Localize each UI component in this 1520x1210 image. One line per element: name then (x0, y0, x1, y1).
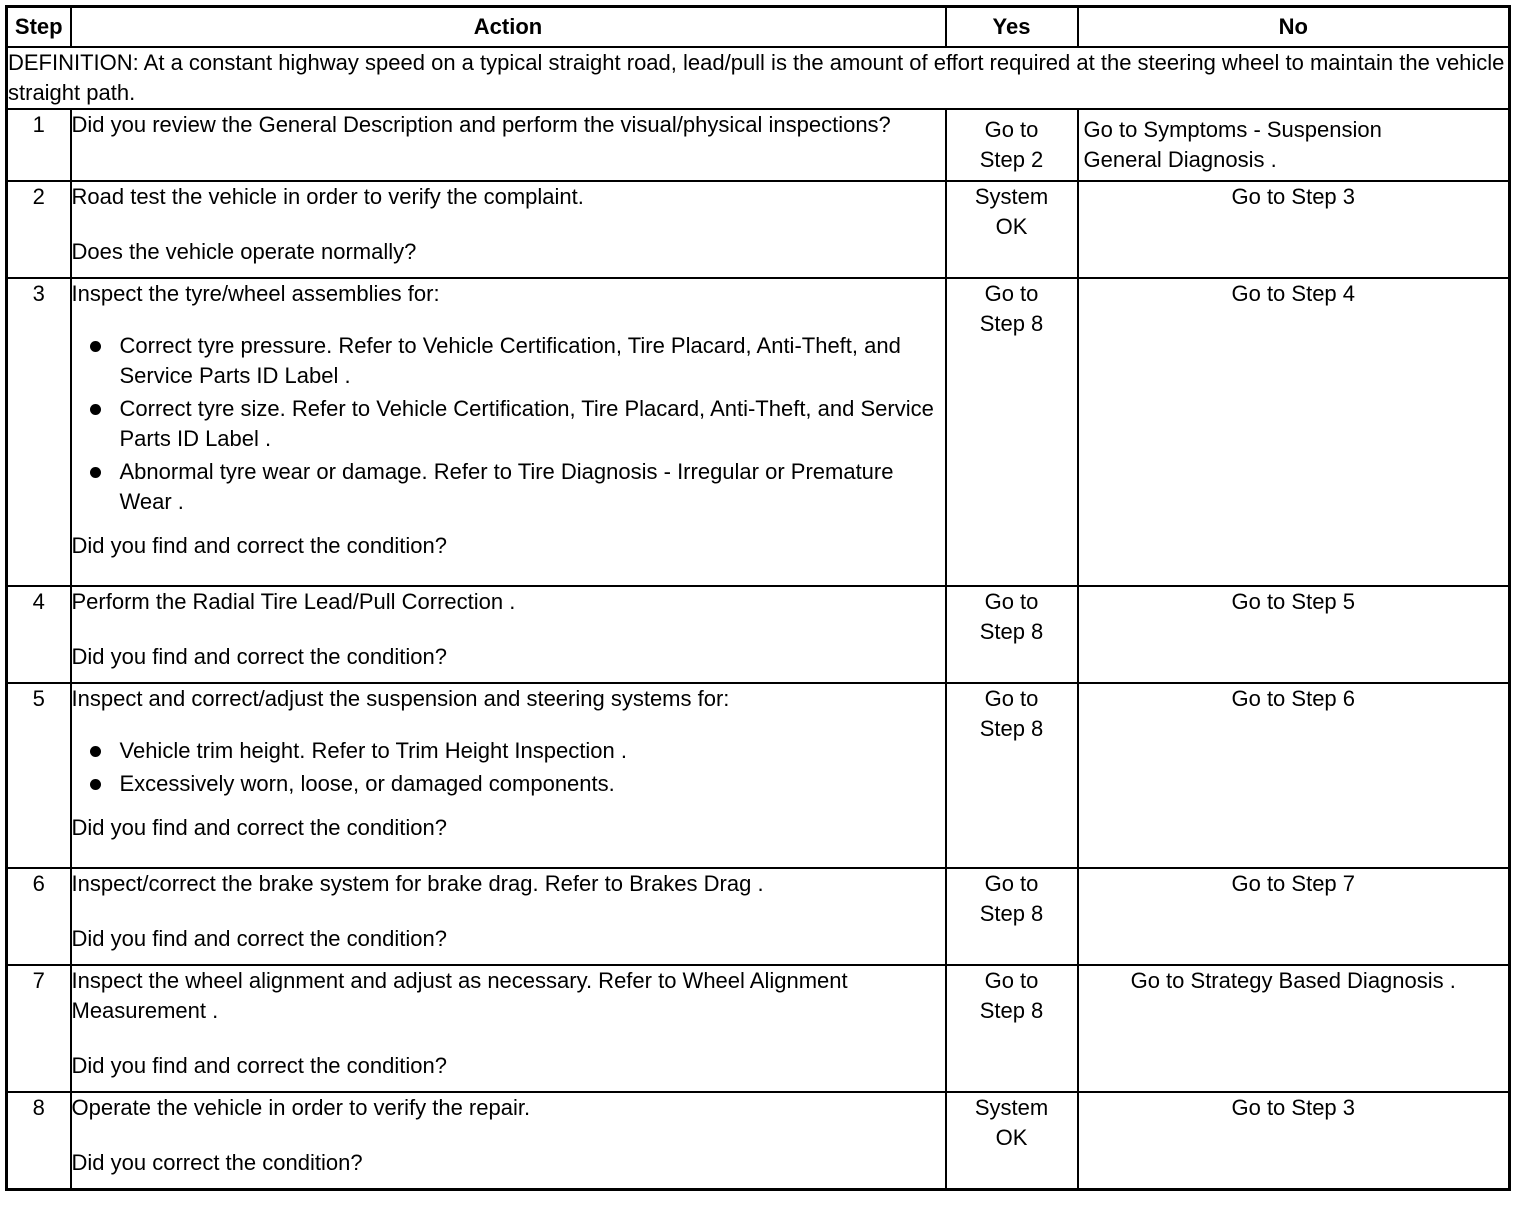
yes-line: Step 8 (979, 716, 1044, 741)
list-item (72, 331, 945, 391)
header-action: Action (71, 7, 946, 48)
yes-cell (946, 586, 1078, 683)
action-question: Did you find and correct the condition? (71, 815, 447, 840)
step-number: 1 (7, 109, 71, 181)
definition-row (7, 47, 1510, 109)
step-number: 8 (7, 1092, 71, 1189)
yes-cell (946, 965, 1078, 1092)
table-row (7, 1092, 1510, 1189)
yes-line: OK (995, 1125, 1028, 1150)
yes-line: Go to (984, 281, 1039, 306)
list-item (72, 394, 945, 454)
action-text: Perform the Radial Tire Lead/Pull Correction . (71, 589, 516, 614)
bullet-text: Abnormal tyre wear or damage. Refer to Tire Diagnosis - Irregular or Premature Wear . (119, 459, 894, 514)
table-row (7, 586, 1510, 683)
no-cell (1078, 683, 1510, 868)
action-question: Did you find and correct the condition? (71, 533, 447, 558)
action-cell (71, 965, 946, 1092)
step-number: 5 (7, 683, 71, 868)
yes-line: OK (995, 214, 1028, 239)
list-item (72, 457, 945, 517)
action-question: Did you find and correct the condition? (71, 644, 447, 669)
action-cell (71, 1092, 946, 1189)
bullet-text: Correct tyre size. Refer to Vehicle Certification, Tire Placard, Anti-Theft, and Service Parts ID Label . (119, 396, 934, 451)
no-cell (1078, 1092, 1510, 1189)
header-row (7, 7, 1510, 48)
yes-line: Go to (984, 686, 1039, 711)
bullet-list (72, 736, 945, 799)
no-cell (1078, 586, 1510, 683)
yes-line: Step 8 (979, 619, 1044, 644)
step-number: 2 (7, 181, 71, 278)
action-text: Inspect the wheel alignment and adjust as necessary. Refer to Wheel Alignment Measurement . (71, 968, 848, 1023)
table-row (7, 181, 1510, 278)
yes-cell (946, 868, 1078, 965)
header-step: Step (7, 7, 71, 48)
list-item (72, 736, 945, 766)
bullet-icon (90, 467, 101, 478)
yes-line: System (974, 1095, 1049, 1120)
action-question: Did you find and correct the condition? (71, 926, 447, 951)
action-question: Did you correct the condition? (71, 1150, 363, 1175)
yes-line: Step 8 (979, 998, 1044, 1023)
action-question: Does the vehicle operate normally? (71, 239, 417, 264)
action-text: Inspect and correct/adjust the suspension and steering systems for: (71, 686, 730, 711)
table-row (7, 109, 1510, 181)
yes-line: Step 8 (979, 901, 1044, 926)
no-line: Go to Step 5 (1231, 589, 1356, 614)
action-cell (71, 109, 946, 181)
no-line: Go to Step 3 (1231, 1095, 1356, 1120)
action-text: Did you review the General Description and perform the visual/physical inspections? (71, 112, 891, 137)
action-text: Road test the vehicle in order to verify the complaint. (71, 184, 584, 209)
no-cell (1078, 278, 1510, 586)
bullet-text: Correct tyre pressure. Refer to Vehicle Certification, Tire Placard, Anti-Theft, and Service Parts ID Label . (119, 333, 901, 388)
bullet-list (72, 331, 945, 517)
no-line: General Diagnosis . (1083, 147, 1277, 172)
step-number: 6 (7, 868, 71, 965)
yes-cell (946, 181, 1078, 278)
header-no: No (1078, 7, 1510, 48)
action-question: Did you find and correct the condition? (71, 1053, 447, 1078)
no-line: Go to Step 6 (1231, 686, 1356, 711)
no-line: Go to Step 3 (1231, 184, 1356, 209)
step-number: 4 (7, 586, 71, 683)
bullet-icon (90, 746, 101, 757)
bullet-icon (90, 779, 101, 790)
bullet-icon (90, 341, 101, 352)
yes-line: Go to (984, 117, 1039, 142)
action-text: Inspect the tyre/wheel assemblies for: (71, 281, 440, 306)
yes-line: Step 2 (979, 147, 1044, 172)
action-cell (71, 278, 946, 586)
no-line: Go to Step 7 (1231, 871, 1356, 896)
definition-text: DEFINITION: At a constant highway speed on a typical straight road, lead/pull is the amount of effort required at the steering wheel to maintain the vehicle straight path. (7, 47, 1510, 109)
no-line: Go to Symptoms - Suspension (1083, 117, 1382, 142)
bullet-icon (90, 404, 101, 415)
yes-cell (946, 683, 1078, 868)
list-item (72, 769, 945, 799)
yes-line: Go to (984, 871, 1039, 896)
header-yes: Yes (946, 7, 1078, 48)
yes-cell (946, 278, 1078, 586)
action-text: Inspect/correct the brake system for brake drag. Refer to Brakes Drag . (71, 871, 764, 896)
bullet-text: Vehicle trim height. Refer to Trim Height Inspection . (119, 738, 627, 763)
action-cell (71, 868, 946, 965)
no-cell (1078, 868, 1510, 965)
bullet-text: Excessively worn, loose, or damaged components. (119, 771, 615, 796)
yes-cell (946, 109, 1078, 181)
action-cell (71, 683, 946, 868)
diagnostic-table (5, 5, 1511, 1191)
table-row (7, 868, 1510, 965)
action-cell (71, 586, 946, 683)
yes-line: Go to (984, 589, 1039, 614)
table-row (7, 965, 1510, 1092)
action-cell (71, 181, 946, 278)
step-number: 7 (7, 965, 71, 1092)
yes-line: Step 8 (979, 311, 1044, 336)
no-cell (1078, 965, 1510, 1092)
no-cell (1078, 181, 1510, 278)
yes-line: System (974, 184, 1049, 209)
yes-cell (946, 1092, 1078, 1189)
action-text: Operate the vehicle in order to verify the repair. (71, 1095, 531, 1120)
no-line: Go to Strategy Based Diagnosis . (1130, 968, 1456, 993)
step-number: 3 (7, 278, 71, 586)
table-row (7, 278, 1510, 586)
yes-line: Go to (984, 968, 1039, 993)
table-row (7, 683, 1510, 868)
no-cell (1078, 109, 1510, 181)
no-line: Go to Step 4 (1231, 281, 1356, 306)
